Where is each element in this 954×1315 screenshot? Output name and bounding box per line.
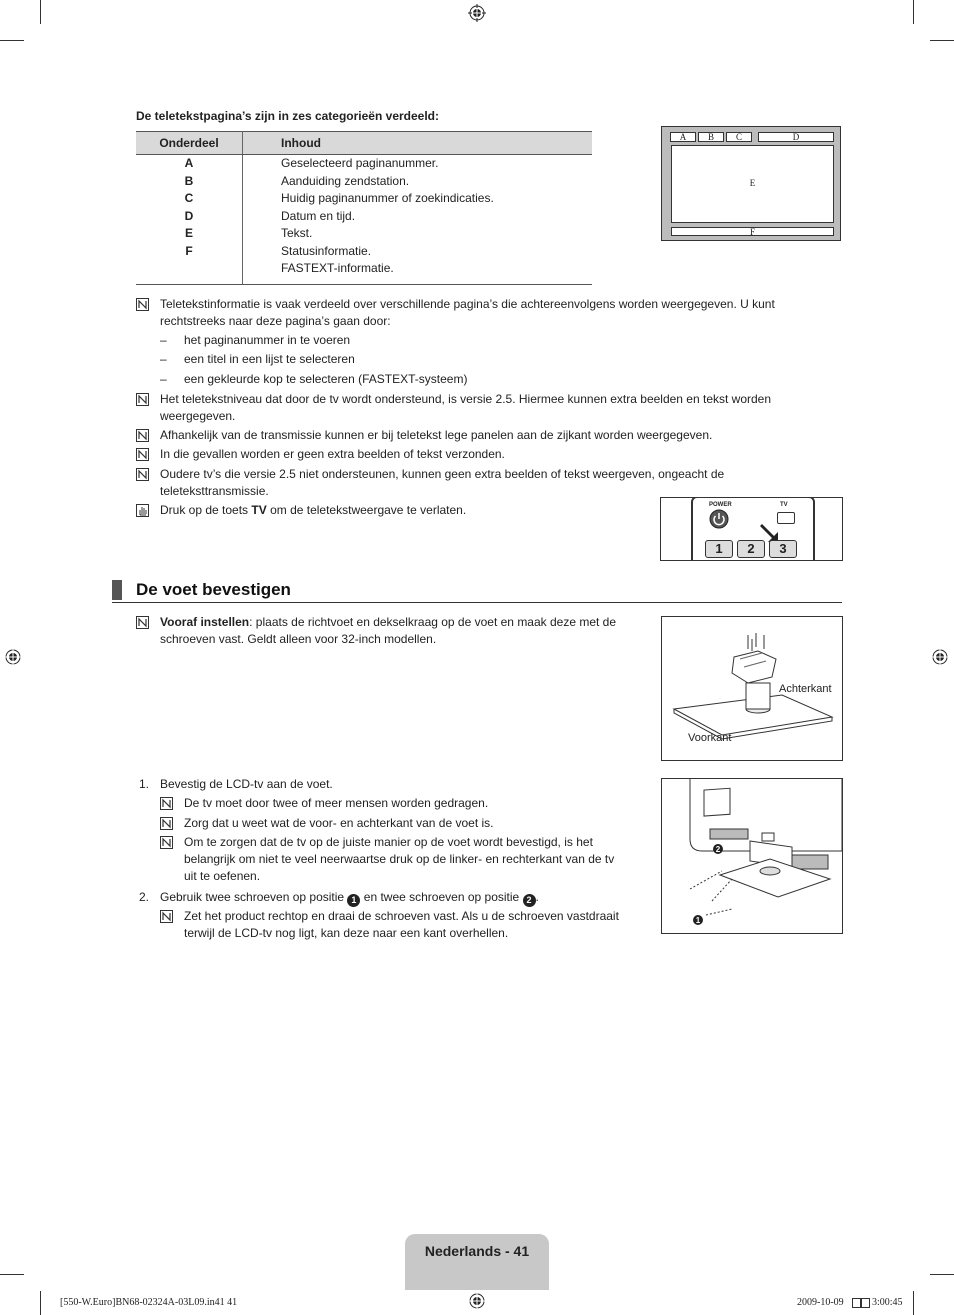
table-cell-part: B [136,174,243,192]
note-icon [160,910,174,924]
note-icon [136,393,150,407]
diagram-label-a: A [670,132,696,142]
table-row [136,244,592,262]
note-text: Oudere tv’s die versie 2.5 niet ondersteunen, kunnen geen extra beelden of tekst weergeven, ongeacht de teleteksttransmissie. [160,467,725,498]
svg-text:1: 1 [695,916,701,925]
diagram-label-e: E [749,178,756,188]
table-cell-part: C [136,191,243,209]
step-text: Bevestig de LCD-tv aan de voet. [160,777,333,791]
page-number: Nederlands - 41 [424,1243,530,1259]
step-text: Gebruik twee schroeven op positie 1 en twee schroeven op positie 2 . [160,890,539,905]
print-file-info: [550-W.Euro]BN68-02324A-03L09.in41 41 [60,1297,238,1308]
registration-mark-icon [468,1292,486,1310]
list-item-text: een gekleurde kop te selecteren (FASTEXT-systeem) [184,372,468,386]
note-text: Zet het product rechtop en draai de schroeven vast. Als u de schroeven vastdraait terwijl de LCD-tv nog ligt, kan deze naar een kant overhellen. [184,909,619,940]
crop-mark [40,0,41,24]
crop-mark [930,40,954,41]
tv-attach-drawing [662,779,842,933]
tv-label: TV [780,502,788,508]
power-icon [709,509,729,529]
step-number: 2. [139,890,150,904]
table-header-content: Inhoud [243,132,593,155]
registration-mark-icon [931,648,949,666]
tv-note-text: Druk op de toets TV om de teletekstweergave te verlaten. [160,503,467,517]
table-row [136,261,592,285]
note-icon [136,298,150,312]
table-cell-content: Tekst. [281,226,313,240]
teletext-screen-diagram [661,126,841,241]
step-number: 1. [139,777,150,791]
tv-attach-illustration [661,778,843,934]
crop-mark [40,1291,41,1315]
note-text: Om te zorgen dat de tv op de juiste manier op de voet wordt bevestigd, is het belangrijk om niet te veel neerwaartse druk op de linker- en rechterkant van de tv uit te oefenen. [184,835,615,883]
note-item [136,296,796,330]
key-1: 1 [705,540,733,558]
note-icon [160,797,174,811]
teletext-table [136,131,592,285]
table-cell-part: A [136,155,243,174]
svg-text:2: 2 [715,845,721,854]
back-label: Achterkant [779,683,832,695]
preset-note-text: Vooraf instellen: plaats de richtvoet en dekselkraag op de voet en maak deze met de schroeven vast. Geldt alleen voor 32-inch modellen. [160,615,617,646]
note-item [136,427,796,444]
crop-mark [913,1291,914,1315]
table-cell-content: Statusinformatie. [281,243,372,258]
note-icon [136,448,150,462]
section-title: De voet bevestigen [136,580,291,599]
table-cell-part [136,261,243,285]
page-footer [405,1234,549,1290]
position-1-badge: 1 [347,894,360,907]
registration-mark-icon [468,4,486,22]
note-item [136,466,756,500]
position-2-badge: 2 [523,894,536,907]
note-item [160,795,630,812]
note-icon [160,817,174,831]
note-item [160,815,630,832]
note-item [136,446,796,463]
key-3: 3 [769,540,797,558]
note-text: Teletekstinformatie is vaak verdeeld over verschillende pagina’s die achtereenvolgens worden weergegeven. U kunt rechtstreeks naar deze pagina’s gaan door: [160,297,775,328]
note-item [160,834,630,885]
print-box [852,1298,861,1308]
stand-illustration [661,616,843,761]
note-icon [160,836,174,850]
section-heading [112,580,842,603]
table-header-part: Onderdeel [136,132,243,155]
note-icon [136,616,150,630]
remote-illustration [660,497,843,561]
table-cell-content: Huidig paginanummer of zoekindicaties. [281,191,494,205]
table-cell-content: Datum en tijd. [281,208,356,223]
note-text: Afhankelijk van de transmissie kunnen er bij teletekst lege panelen aan de zijkant worden weergegeven. [160,428,713,442]
registration-mark-icon [4,648,22,666]
diagram-label-b: B [698,132,724,142]
table-row [136,191,592,209]
table-cell-part: D [136,209,243,227]
front-label: Voorkant [688,732,732,744]
diagram-label-c: C [726,132,752,142]
table-cell-content: Geselecteerd paginanummer. [281,156,439,170]
note-icon [136,468,150,482]
print-date: 2009-10-09 [797,1297,844,1308]
key-2: 2 [737,540,765,558]
crop-mark [0,40,24,41]
note-text: Het teletekstniveau dat door de tv wordt ondersteund, is versie 2.5. Hiermee kunnen extra beelden en tekst worden weergegeven. [160,392,772,423]
note-icon [136,429,150,443]
print-box [861,1298,870,1308]
diagram-text-area [671,145,834,223]
note-item [160,908,630,942]
table-cell-content: FASTEXT-informatie. [281,261,394,275]
note-item [136,614,636,648]
crop-mark [913,0,914,24]
table-row [136,155,592,174]
list-item-text: een titel in een lijst te selecteren [184,352,355,366]
note-text: De tv moet door twee of meer mensen worden gedragen. [184,796,489,810]
table-cell-content: Aanduiding zendstation. [281,173,410,188]
diagram-label-f: F [671,227,834,236]
crop-mark [0,1274,24,1275]
note-item [136,391,796,425]
note-item [136,502,636,519]
crop-mark [930,1274,954,1275]
table-row [136,226,592,244]
table-cell-part: E [136,226,243,244]
print-time: 3:00:45 [872,1297,903,1308]
list-item-text: het paginanummer in te voeren [184,333,351,347]
heading-bar [112,580,122,600]
power-label: POWER [709,502,732,508]
hand-icon [136,504,150,518]
diagram-label-d: D [758,132,834,142]
note-text: In die gevallen worden er geen extra beelden of tekst verzonden. [160,447,505,461]
note-text: Zorg dat u weet wat de voor- en achterkant van de voet is. [184,816,494,830]
table-row [136,209,592,227]
teletext-intro: De teletekstpagina’s zijn in zes categorieën verdeeld: [136,109,439,123]
table-row [136,174,592,192]
table-cell-part: F [136,244,243,262]
